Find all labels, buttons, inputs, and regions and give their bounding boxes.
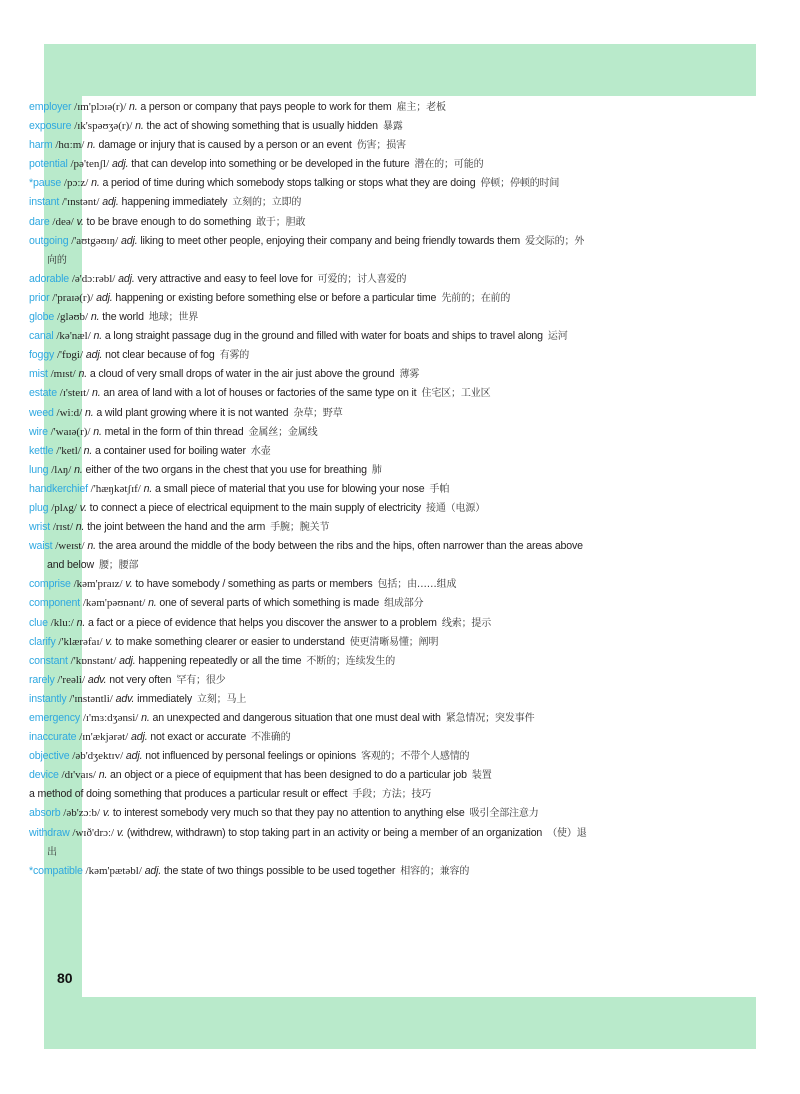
phonetic: /plʌg/: [51, 501, 77, 514]
part-of-speech: v.: [102, 807, 111, 820]
part-of-speech: n.: [135, 120, 144, 133]
headword: rarely: [29, 673, 55, 686]
phonetic: /mɪst/: [50, 368, 76, 381]
vocab-entry: [29, 862, 593, 881]
headword: exposure: [29, 120, 72, 133]
part-of-speech: n.: [74, 463, 83, 476]
definition: a method of doing something that produces a particular result or effect: [29, 788, 348, 801]
definition: a period of time during which somebody stops talking or stops what they are doing: [102, 177, 476, 190]
vocab-entry: [29, 136, 593, 155]
headword: wrist: [29, 521, 51, 534]
chinese-translation: 立刻的；立即的: [232, 197, 302, 209]
headword: constant: [29, 654, 68, 667]
vocab-entry: [29, 747, 593, 766]
phonetic: /gləʊb/: [56, 311, 89, 324]
definition: either of the two organs in the chest that you use for breathing: [85, 463, 367, 476]
headword: lung: [29, 463, 49, 476]
part-of-speech: adj.: [118, 272, 135, 285]
definition: a container used for boiling water: [94, 444, 246, 457]
part-of-speech: v.: [125, 578, 133, 591]
chinese-translation: 手帕: [429, 483, 450, 495]
chinese-translation: 不准确的: [251, 732, 291, 744]
vocab-entry: [29, 804, 593, 823]
phonetic: /kə'næl/: [56, 330, 91, 343]
definition: happening immediately: [121, 196, 228, 209]
part-of-speech: n.: [83, 444, 93, 457]
chinese-translation: 立刻；马上: [196, 693, 247, 705]
phonetic: /əb'zɔːb/: [63, 807, 101, 820]
chinese-translation: 潜在的；可能的: [414, 159, 484, 171]
definition: a fact or a piece of evidence that helps you discover the answer to a problem: [88, 616, 437, 629]
vocab-entry: [29, 575, 593, 594]
definition: a wild plant growing where it is not wanted: [96, 406, 289, 419]
part-of-speech: adj.: [144, 864, 162, 877]
phonetic: /pə'tenʃl/: [70, 158, 110, 171]
vocab-entry: [29, 98, 593, 117]
definition: happening or existing before something else or before a particular time: [115, 291, 437, 304]
definition: immediately: [137, 692, 192, 705]
part-of-speech: adj.: [102, 196, 119, 209]
definition: that can develop into something or be developed in the future: [131, 158, 410, 171]
phonetic: /kluː/: [50, 616, 74, 629]
headword: estate: [29, 387, 57, 400]
part-of-speech: n.: [90, 311, 100, 324]
vocabulary-list: [29, 98, 593, 881]
headword: clarify: [29, 635, 56, 648]
headword: *pause: [29, 177, 62, 190]
definition: the state of two things possible to be used together: [163, 864, 396, 877]
part-of-speech: adj.: [85, 349, 103, 362]
chinese-translation: 相容的；兼容的: [400, 865, 470, 877]
headword: employer: [29, 101, 72, 113]
headword: instant: [29, 196, 60, 209]
vocab-entry: [29, 518, 593, 537]
second-sense: [29, 785, 593, 804]
part-of-speech: adj.: [111, 158, 129, 171]
chinese-translation: 敢于；胆敢: [256, 216, 306, 228]
phonetic: /weɪst/: [55, 540, 85, 553]
part-of-speech: n.: [93, 425, 102, 438]
chinese-translation: 接通（电源）: [425, 502, 486, 514]
vocab-entry: [29, 193, 593, 212]
chinese-translation: 杂草；野草: [293, 407, 343, 419]
definition: the world: [102, 311, 144, 324]
vocab-entry: [29, 442, 593, 461]
vocab-entry: [29, 213, 593, 232]
definition: to connect a piece of electrical equipment to the main supply of electricity: [89, 501, 421, 514]
definition: not exact or accurate: [150, 731, 247, 744]
vocab-entry: [29, 824, 593, 862]
phonetic: /ə'dɔːrəbl/: [71, 272, 116, 285]
definition: very attractive and easy to feel love for: [137, 272, 313, 285]
part-of-speech: n.: [141, 712, 150, 724]
headword: comprise: [29, 578, 71, 591]
chinese-translation: 暴露: [382, 121, 403, 133]
part-of-speech: adj.: [131, 731, 148, 744]
phonetic: /kəm'pəʊnənt/: [82, 597, 146, 610]
part-of-speech: n.: [75, 521, 85, 534]
phonetic: /ɪk'spəʊʒə(r)/: [74, 120, 133, 133]
part-of-speech: v.: [79, 501, 87, 514]
phonetic: /ɪ'mɜːdʒənsi/: [82, 712, 139, 724]
part-of-speech: adj.: [119, 654, 136, 667]
chinese-translation: 肺: [371, 464, 382, 476]
chinese-translation: 伤害；损害: [356, 140, 406, 152]
chinese-translation: 运河: [547, 331, 568, 343]
vocab-entry: [29, 384, 593, 403]
part-of-speech: n.: [78, 368, 88, 381]
headword: adorable: [29, 272, 70, 285]
part-of-speech: adv.: [87, 673, 107, 686]
chinese-translation: 可爱的；讨人喜爱的: [317, 273, 407, 285]
phonetic: /'kɒnstənt/: [70, 654, 117, 667]
definition: a small piece of material that you use for blowing your nose: [155, 482, 425, 495]
phonetic: /'ketl/: [56, 444, 81, 457]
headword: canal: [29, 330, 54, 343]
vocab-entry: [29, 174, 593, 193]
vocab-entry: [29, 690, 593, 709]
vocab-entry: [29, 499, 593, 518]
definition: liking to meet other people, enjoying their company and being friendly towards them: [140, 234, 521, 247]
chinese-translation: 爱交际的；外向的: [47, 235, 585, 266]
part-of-speech: adj.: [96, 291, 113, 304]
definition: to make something clearer or easier to understand: [115, 635, 345, 648]
part-of-speech: n.: [87, 540, 96, 553]
chinese-translation: 水壶: [250, 445, 271, 457]
part-of-speech: adj.: [125, 750, 143, 763]
phonetic: /pɔːz/: [63, 177, 89, 190]
headword: clue: [29, 616, 48, 629]
headword: kettle: [29, 444, 54, 457]
vocab-entry: [29, 423, 593, 442]
headword: *compatible: [29, 864, 83, 877]
headword: outgoing: [29, 234, 69, 247]
chinese-translation: 使更清晰易懂；阐明: [349, 636, 439, 648]
vocab-entry: [29, 404, 593, 423]
headword: dare: [29, 215, 50, 228]
definition: an unexpected and dangerous situation that one must deal with: [152, 712, 441, 724]
chinese-translation: 紧急情况；突发事件: [445, 713, 535, 724]
phonetic: /kəm'pætəbl/: [85, 864, 142, 877]
phonetic: /wɪð'drɔː/: [72, 826, 115, 839]
chinese-translation: 先前的；在前的: [441, 292, 511, 304]
headword: harm: [29, 139, 53, 152]
headword: waist: [29, 540, 53, 553]
chinese-translation: 住宅区；工业区: [421, 388, 491, 400]
part-of-speech: n.: [87, 139, 96, 152]
headword: plug: [29, 501, 49, 514]
phonetic: /lʌŋ/: [51, 463, 72, 476]
vocab-entry: [29, 308, 593, 327]
phonetic: /ɪ'steɪt/: [59, 387, 90, 400]
phonetic: /'fɒgi/: [56, 349, 84, 362]
definition: a long straight passage dug in the ground and filled with water for boats and ships to travel along: [104, 330, 543, 343]
part-of-speech: v.: [105, 635, 113, 648]
definition: not clear because of fog: [105, 349, 215, 362]
vocab-entry: [29, 155, 593, 174]
definition: not very often: [109, 673, 172, 686]
headword: withdraw: [29, 826, 70, 839]
phonetic: /rɪst/: [52, 521, 73, 534]
phonetic: /hɑːm/: [55, 139, 85, 152]
definition: to be brave enough to do something: [86, 215, 252, 228]
part-of-speech: n.: [76, 616, 86, 629]
part-of-speech: n.: [93, 330, 103, 343]
vocab-entry: [29, 537, 593, 575]
vocab-entry: [29, 480, 593, 499]
definition: not influenced by personal feelings or opinions: [145, 750, 357, 763]
definition: to interest somebody very much so that they pay no attention to anything else: [112, 807, 465, 820]
definition: one of several parts of which something is made: [159, 597, 380, 610]
headword: handkerchief: [29, 482, 88, 495]
vocab-entry: [29, 365, 593, 384]
part-of-speech: n.: [85, 406, 94, 419]
part-of-speech: n.: [148, 597, 157, 610]
vocab-entry: [29, 594, 593, 613]
chinese-translation: 停顿；停顿的时间: [480, 178, 560, 190]
phonetic: /kəm'praɪz/: [73, 578, 123, 591]
chinese-translation: 有雾的: [219, 350, 250, 362]
headword: potential: [29, 158, 68, 171]
phonetic: /'waɪə(r)/: [50, 425, 91, 438]
definition: damage or injury that is caused by a person or an event: [98, 139, 352, 152]
headword: inaccurate: [29, 731, 77, 744]
definition: the area around the middle of the body between the ribs and the hips, often narrower than the areas above and below: [47, 540, 583, 572]
part-of-speech: n.: [129, 101, 138, 113]
part-of-speech: n.: [143, 482, 153, 495]
chinese-translation: 不断的；连续发生的: [306, 655, 396, 667]
definition: (withdrew, withdrawn) to stop taking part in an activity or being a member of an organization: [126, 826, 543, 839]
part-of-speech: adv.: [115, 692, 135, 705]
definition: metal in the form of thin thread: [104, 425, 244, 438]
headword: absorb: [29, 807, 61, 820]
part-of-speech: n.: [98, 769, 108, 782]
part-of-speech: n.: [91, 177, 100, 190]
phonetic: /dɪ'vaɪs/: [61, 769, 96, 782]
headword: component: [29, 597, 81, 610]
chinese-translation: 客观的；不带个人感情的: [361, 751, 470, 763]
vocab-entry: [29, 461, 593, 480]
chinese-translation: 雇主；老板: [396, 102, 446, 113]
chinese-translation: 地球；世界: [148, 312, 199, 324]
chinese-translation: 罕有；很少: [176, 674, 226, 686]
chinese-translation: （使）退出: [47, 827, 587, 858]
headword: objective: [29, 750, 70, 763]
vocab-entry: [29, 346, 593, 365]
part-of-speech: adj.: [121, 234, 138, 247]
vocab-entry: [29, 709, 593, 728]
definition: an object or a piece of equipment that has been designed to do a particular job: [110, 769, 467, 782]
phonetic: /'praɪə(r)/: [52, 291, 94, 304]
headword: emergency: [29, 712, 81, 724]
chinese-translation: 金属丝；金属线: [248, 426, 318, 438]
part-of-speech: v.: [76, 215, 84, 228]
headword: mist: [29, 368, 48, 381]
phonetic: /'aʊtgəʊɪŋ/: [71, 234, 119, 247]
chinese-translation: 薄雾: [399, 369, 420, 381]
headword: instantly: [29, 692, 67, 705]
phonetic: /wiːd/: [56, 406, 83, 419]
page-number: 80: [57, 970, 73, 986]
definition: a cloud of very small drops of water in the air just above the ground: [89, 368, 395, 381]
phonetic: /'ɪnstəntli/: [69, 692, 113, 705]
chinese-translation: 装置: [471, 770, 492, 782]
definition: the joint between the hand and the arm: [87, 521, 266, 534]
chinese-translation: 包括；由……组成: [377, 579, 457, 591]
vocab-entry: [29, 671, 593, 690]
phonetic: /'klærəfaɪ/: [58, 635, 103, 648]
definition: the act of showing something that is usually hidden: [146, 120, 378, 133]
headword: foggy: [29, 349, 55, 362]
headword: wire: [29, 425, 48, 438]
vocab-entry: [29, 728, 593, 747]
chinese-translation: 组成部分: [384, 598, 424, 610]
definition: a person or company that pays people to work for them: [140, 101, 392, 113]
vocab-entry: [29, 327, 593, 346]
vocab-entry: [29, 232, 593, 270]
definition: an area of land with a lot of houses or factories of the same type on it: [103, 387, 417, 400]
chinese-translation: 手段；方法；技巧: [352, 789, 432, 801]
phonetic: /ɪm'plɔɪə(r)/: [74, 101, 127, 113]
vocab-entry: [29, 270, 593, 289]
vocab-entry: [29, 289, 593, 308]
chinese-translation: 手腕；腕关节: [270, 522, 330, 534]
phonetic: /deə/: [52, 215, 74, 228]
headword: prior: [29, 291, 50, 304]
phonetic: /'hæŋkətʃɪf/: [90, 482, 141, 495]
definition: to have somebody / something as parts or members: [135, 578, 373, 591]
headword: weed: [29, 406, 54, 419]
phonetic: /ɪn'ækjərət/: [79, 731, 129, 744]
definition: happening repeatedly or all the time: [138, 654, 302, 667]
part-of-speech: v.: [116, 826, 125, 839]
vocab-entry: [29, 766, 593, 804]
chinese-translation: 线索；提示: [441, 617, 492, 629]
headword: device: [29, 769, 59, 782]
phonetic: /'reəli/: [57, 673, 86, 686]
phonetic: /'ɪnstənt/: [61, 196, 100, 209]
chinese-translation: 吸引全部注意力: [469, 808, 539, 820]
vocab-entry: [29, 652, 593, 671]
headword: globe: [29, 311, 55, 324]
vocab-entry: [29, 117, 593, 136]
part-of-speech: n.: [92, 387, 101, 400]
vocab-entry: [29, 614, 593, 633]
vocab-entry: [29, 633, 593, 652]
phonetic: /əb'dʒektɪv/: [72, 750, 124, 763]
chinese-translation: 腰；腰部: [98, 560, 139, 572]
